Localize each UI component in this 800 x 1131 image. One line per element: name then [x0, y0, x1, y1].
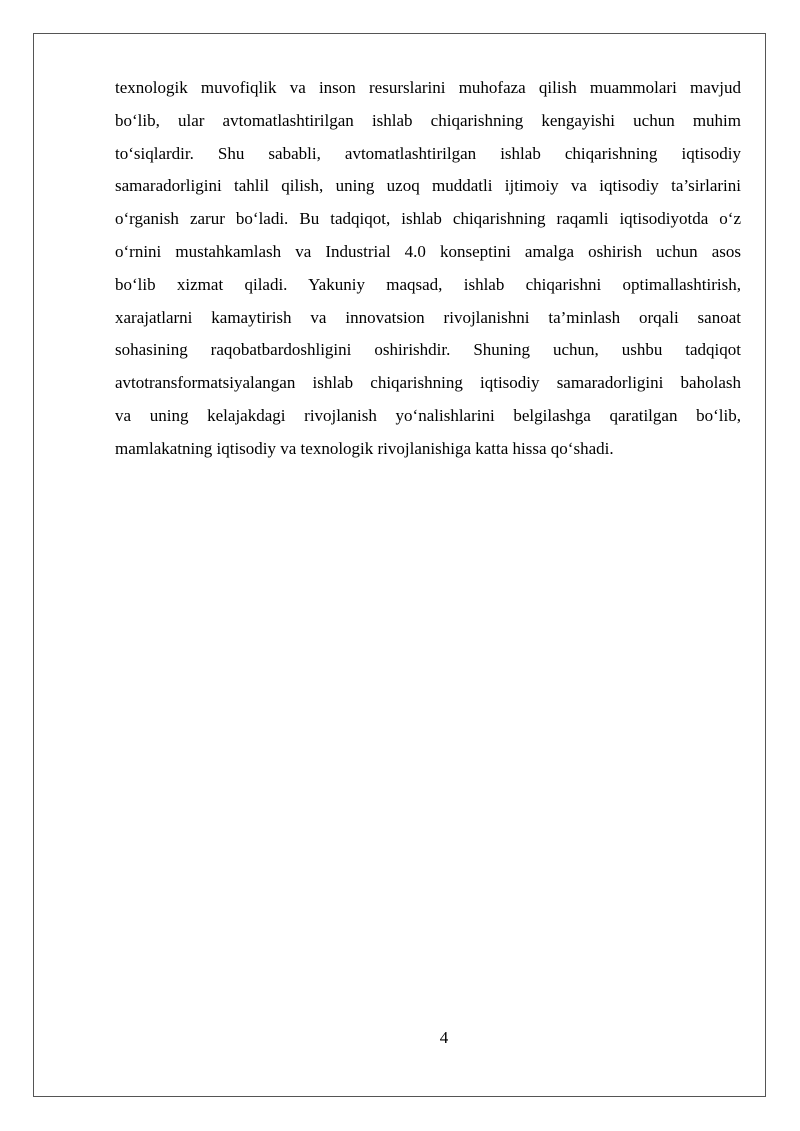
paragraph-line: o‘rnini mustahkamlash va Industrial 4.0 konseptini amalga oshirish uchun asos: [115, 241, 741, 261]
paragraph-line: to‘siqlardir. Shu sababli, avtomatlashtirilgan ishlab chiqarishning iqtisodiy: [115, 143, 741, 163]
paragraph-line: sohasining raqobatbardoshligini oshirishdir. Shuning uchun, ushbu tadqiqot: [115, 340, 741, 360]
paragraph-line: texnologik muvofiqlik va inson resurslarini muhofaza qilish muammolari mavjud: [115, 78, 741, 97]
paragraph-line: xarajatlarni kamaytirish va innovatsion rivojlanishni ta’minlash orqali sanoat: [115, 307, 741, 327]
paragraph-line: avtotransformatsiyalangan ishlab chiqarishning iqtisodiy samaradorligini baholash: [115, 373, 741, 393]
paragraph-line: samaradorligini tahlil qilish, uning uzoq muddatli ijtimoiy va iqtisodiy ta’sirlarini: [115, 176, 741, 196]
paragraph-line: bo‘lib xizmat qiladi. Yakuniy maqsad, ishlab chiqarishni optimallashtirish,: [115, 274, 741, 294]
paragraph-line: va uning kelajakdagi rivojlanish yo‘nalishlarini belgilashga qaratilgan bo‘lib,: [115, 405, 741, 425]
body-paragraph: [115, 72, 741, 466]
page-number: 4: [439, 1028, 449, 1047]
paragraph-line: mamlakatning iqtisodiy va texnologik rivojlanishiga katta hissa qo‘shadi.: [115, 438, 614, 458]
paragraph-line: bo‘lib, ular avtomatlashtirilgan ishlab chiqarishning kengayishi uchun muhim: [115, 110, 741, 130]
paragraph-line: o‘rganish zarur bo‘ladi. Bu tadqiqot, ishlab chiqarishning raqamli iqtisodiyotda o‘z: [115, 209, 741, 229]
